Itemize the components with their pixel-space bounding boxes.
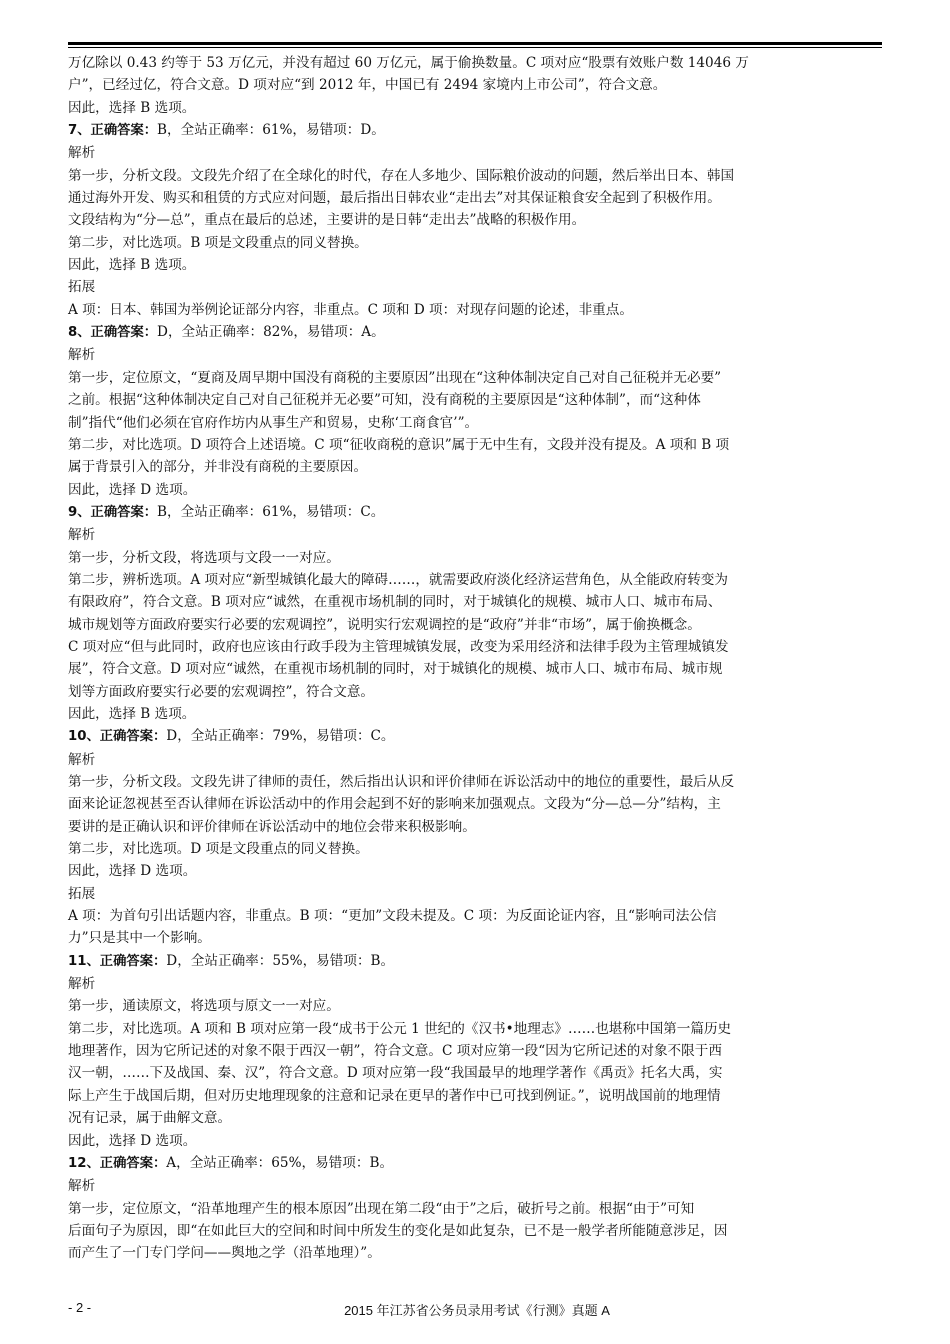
text-line: 力”只是其中一个影响。 [68, 930, 211, 947]
text-line: 解析 [68, 347, 96, 364]
text-line: A 项：为首句引出话题内容，非重点。B 项：“更加”文段未提及。C 项：为反面论证内容，且“影响司法公信 [68, 908, 717, 925]
answer-detail: B，全站正确率：61%，易错项：D。 [157, 122, 385, 139]
text-line: 地理著作，因为它所记述的对象不限于西汉一朝”，符合文意。C 项对应第一段“因为它所记述的对象不限于西 [68, 1043, 722, 1060]
text-line: 展”，符合文意。D 项对应“诚然，在重视市场机制的同时，对于城镇化的规模、城市人口、城市布局、城市规 [68, 661, 723, 678]
answer-detail: D，全站正确率：55%，易错项：B。 [166, 952, 395, 969]
text-line: 因此，选择 D 选项。 [68, 1132, 197, 1149]
answer-detail: B，全站正确率：61%，易错项：C。 [157, 503, 385, 520]
text-line: 面来论证忽视甚至否认律师在诉讼活动中的作用会起到不好的影响来加强观点。文段为“分—总—分”结构，主 [68, 796, 721, 813]
text-line: 第二步，对比选项。A 项和 B 项对应第一段“成书于公元 1 世纪的《汉书•地理志》……也堪称中国第一篇历史 [68, 1020, 732, 1037]
question-answer-heading [68, 1152, 886, 1175]
text-line: 第一步，分析文段。文段先讲了律师的责任，然后指出认识和评价律师在诉讼活动中的地位的重要性，最后从反 [68, 774, 735, 790]
text-line: 解析 [68, 145, 96, 162]
text-line: 而产生了一门专门学问——舆地之学（沿革地理）”。 [68, 1245, 381, 1262]
text-line: 后面句子为原因，即“在如此巨大的空间和时间中所发生的变化是如此复杂，已不是一般学者所能随意涉足，因 [68, 1222, 728, 1239]
text-line: 第二步，辨析选项。A 项对应“新型城镇化最大的障碍……，就需要政府淡化经济运营角色，从全能政府转变为 [68, 571, 728, 588]
footer-title: 2015 年江苏省公务员录用考试《行测》真题 A [344, 1303, 610, 1318]
text-line: 通过海外开发、购买和租赁的方式应对问题，最后指出日韩农业“走出去”对其保证粮食安全起到了积极作用。 [68, 190, 721, 207]
text-line: 之前。根据“这种体制决定自己对自己征税并无必要”可知，没有商税的主要原因是“这种体制”，而“这种体 [68, 392, 701, 409]
text-line: 因此，选择 D 选项。 [68, 481, 197, 498]
text-line: 第一步，定位原文，“夏商及周早期中国没有商税的主要原因”出现在“这种体制决定自己对自己征税并无必要” [68, 369, 722, 386]
text-line: 第一步，通读原文，将选项与原文一一对应。 [68, 998, 340, 1015]
answer-label: 、正确答案： [86, 729, 167, 745]
text-line: 因此，选择 D 选项。 [68, 863, 197, 880]
text-line: 第一步，分析文段。文段先介绍了在全球化的时代，存在人多地少、国际粮价波动的问题，然后举出日本、韩国 [68, 167, 735, 184]
text-line: 城市规划等方面政府要实行必要的宏观调控”，说明实行宏观调控的是“政府”并非“市场”，属于偷换概念。 [68, 616, 701, 633]
text-line: 制”指代“他们必须在官府作坊内从事生产和贸易，史称‘工商食官’”。 [68, 414, 479, 431]
question-number: 12 [68, 1155, 87, 1171]
question-answer-heading [68, 321, 886, 344]
text-line: 拓展 [68, 885, 96, 902]
answer-detail: D，全站正确率：79%，易错项：C。 [166, 728, 395, 745]
answer-label: 、正确答案： [86, 953, 167, 969]
document-body [68, 52, 886, 1265]
text-line: 汉一朝，……下及战国、秦、汉”，符合文意。D 项对应第一段“我国最早的地理学著作《禹贡》托名大禹，实 [68, 1065, 723, 1082]
text-line: 解析 [68, 976, 96, 993]
answer-label: 、正确答案： [77, 325, 158, 341]
text-line: 第一步，定位原文，“沿革地理产生的根本原因”出现在第二段“由于”之后，破折号之前。根据“由于”可知 [68, 1200, 695, 1217]
answer-detail: A，全站正确率：65%，易错项：B。 [166, 1154, 394, 1171]
text-line: 划等方面政府要实行必要的宏观调控”，符合文意。 [68, 683, 375, 700]
question-answer-heading [68, 725, 886, 748]
question-number: 7 [68, 123, 78, 139]
answer-label: 、正确答案： [77, 504, 158, 520]
text-line: A 项：日本、韩国为举例论证部分内容，非重点。C 项和 D 项：对现存问题的论述，非重点。 [68, 301, 633, 318]
question-number: 9 [68, 504, 78, 520]
text-line: 有限政府”，符合文意。B 项对应“诚然，在重视市场机制的同时，对于城镇化的规模、城市人口、城市布局、 [68, 594, 722, 611]
text-line: 拓展 [68, 279, 96, 296]
text-line: 解析 [68, 527, 96, 544]
text-line: 第二步，对比选项。B 项是文段重点的同义替换。 [68, 234, 368, 251]
text-line: 属于背景引入的部分，并非没有商税的主要原因。 [68, 459, 368, 476]
text-line: 解析 [68, 1178, 96, 1195]
answer-detail: D，全站正确率：82%，易错项：A。 [157, 324, 385, 341]
question-number: 8 [68, 325, 78, 341]
answer-label: 、正确答案： [86, 1155, 167, 1171]
text-line: 因此，选择 B 选项。 [68, 705, 196, 722]
text-line: 第二步，对比选项。D 项符合上述语境。C 项“征收商税的意识”属于无中生有，文段并没有提及。A 项和 B 项 [68, 436, 730, 453]
text-line: 解析 [68, 751, 96, 768]
question-answer-heading [68, 501, 886, 524]
text-line: 要讲的是正确认识和评价律师在诉讼活动中的地位会带来积极影响。 [68, 818, 476, 835]
header-rule-thin [68, 47, 882, 48]
text-line: 因此，选择 B 选项。 [68, 257, 196, 274]
question-answer-heading [68, 950, 886, 973]
text-line: 际上产生于战国后期，但对历史地理现象的注意和记录在更早的著作中已可找到例证。”，说明战国前的地理情 [68, 1087, 721, 1104]
question-number: 11 [68, 953, 87, 969]
text-line: 第二步，对比选项。D 项是文段重点的同义替换。 [68, 841, 369, 858]
text-line: 第一步，分析文段，将选项与文段一一对应。 [68, 549, 340, 566]
question-number: 10 [68, 729, 87, 745]
text-line: 万亿除以 0.43 约等于 53 万亿元，并没有超过 60 万亿元，属于偷换数量。C 项对应“股票有效账户数 14046 万 [68, 55, 749, 71]
question-answer-heading [68, 119, 886, 142]
page-footer [68, 1300, 886, 1320]
text-line: 户”，已经过亿，符合文意。D 项对应“到 2012 年，中国已有 2494 家境内上市公司”，符合文意。 [68, 77, 667, 94]
page-number: - 2 - [68, 1300, 92, 1315]
header-rule-thick [68, 42, 882, 45]
text-line: 况有记录，属于曲解文意。 [68, 1110, 232, 1127]
text-line: 文段结构为“分—总”，重点在最后的总述，主要讲的是日韩“走出去”战略的积极作用。 [68, 212, 586, 229]
answer-label: 、正确答案： [77, 123, 158, 139]
text-line: 因此，选择 B 选项。 [68, 99, 196, 116]
text-line: C 项对应“但与此同时，政府也应该由行政手段为主管理城镇发展，改变为采用经济和法律手段为主管理城镇发 [68, 638, 729, 655]
